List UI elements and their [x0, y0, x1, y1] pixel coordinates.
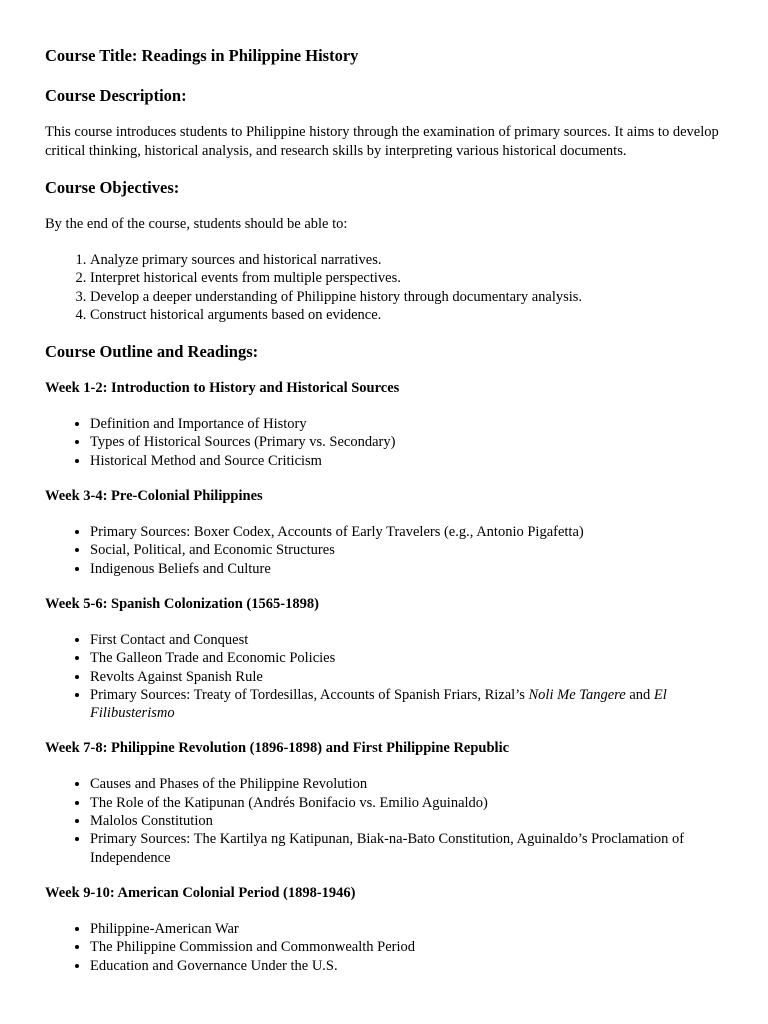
objective-item: 4. Construct historical arguments based on evidence.: [90, 306, 723, 324]
week-topic-list: [45, 415, 723, 470]
topic-item: • Primary Sources: The Kartilya ng Katipunan, Biak-na-Bato Constitution, Aguinaldo’s Proclamation of Independence: [90, 830, 723, 867]
week-title: Week 9-10: American Colonial Period (1898-1946): [45, 884, 356, 901]
course-objectives-list: [45, 251, 723, 324]
topic-item-primary-sources: [90, 686, 723, 723]
topic-item: • Malolos Constitution: [90, 812, 723, 830]
topic-item: • The Galleon Trade and Economic Policies: [90, 649, 723, 667]
week-topic-list: [45, 775, 723, 866]
course-objectives-heading: Course Objectives:: [45, 178, 180, 197]
topic-item: • Revolts Against Spanish Rule: [90, 668, 723, 686]
course-title: Course Title: Readings in Philippine History: [45, 46, 359, 65]
week-topic-list: [45, 920, 723, 975]
topic-item: • Causes and Phases of the Philippine Revolution: [90, 775, 723, 793]
course-description-text: This course introduces students to Philippine history through the examination of primary sources. It aims to develop critical thinking, historical analysis, and research skills by interpreting various historical documents.: [45, 124, 719, 159]
course-description-heading: Course Description:: [45, 86, 187, 105]
topic-item: • The Role of the Katipunan (Andrés Bonifacio vs. Emilio Aguinaldo): [90, 794, 723, 812]
week-title: Week 1-2: Introduction to History and Historical Sources: [45, 380, 400, 397]
objective-item: 3. Develop a deeper understanding of Philippine history through documentary analysis.: [90, 288, 723, 306]
week-topic-list: [45, 631, 723, 722]
objective-item: 1. Analyze primary sources and historical narratives.: [90, 251, 723, 269]
topic-item: • Philippine-American War: [90, 920, 723, 938]
topic-item: • Definition and Importance of History: [90, 415, 723, 433]
topic-text: Primary Sources: Treaty of Tordesillas, Accounts of Spanish Friars, Rizal’s: [90, 686, 529, 703]
topic-item: • First Contact and Conquest: [90, 631, 723, 649]
week-title: Week 7-8: Philippine Revolution (1896-1898) and First Philippine Republic: [45, 740, 510, 757]
topic-item: • The Philippine Commission and Commonwealth Period: [90, 938, 723, 956]
week-topic-list: [45, 523, 723, 578]
topic-item: • Types of Historical Sources (Primary vs. Secondary): [90, 433, 723, 451]
topic-item: • Social, Political, and Economic Structures: [90, 541, 723, 559]
topic-item: • Primary Sources: Boxer Codex, Accounts of Early Travelers (e.g., Antonio Pigafetta): [90, 523, 723, 541]
objective-item: 2. Interpret historical events from multiple perspectives.: [90, 269, 723, 287]
topic-item: • Historical Method and Source Criticism: [90, 452, 723, 470]
week-title: Week 5-6: Spanish Colonization (1565-1898): [45, 595, 319, 612]
topic-item: • Indigenous Beliefs and Culture: [90, 560, 723, 578]
course-outline-heading: Course Outline and Readings:: [45, 342, 259, 362]
week-title: Week 3-4: Pre-Colonial Philippines: [45, 488, 263, 505]
book-title-noli: Noli Me Tangere: [528, 686, 626, 703]
topic-item: • Education and Governance Under the U.S.: [90, 957, 723, 975]
course-objectives-intro: By the end of the course, students should be able to:: [45, 216, 348, 232]
book-title-fili: El Filibusterismo: [90, 686, 667, 722]
topic-text: and: [625, 686, 654, 703]
